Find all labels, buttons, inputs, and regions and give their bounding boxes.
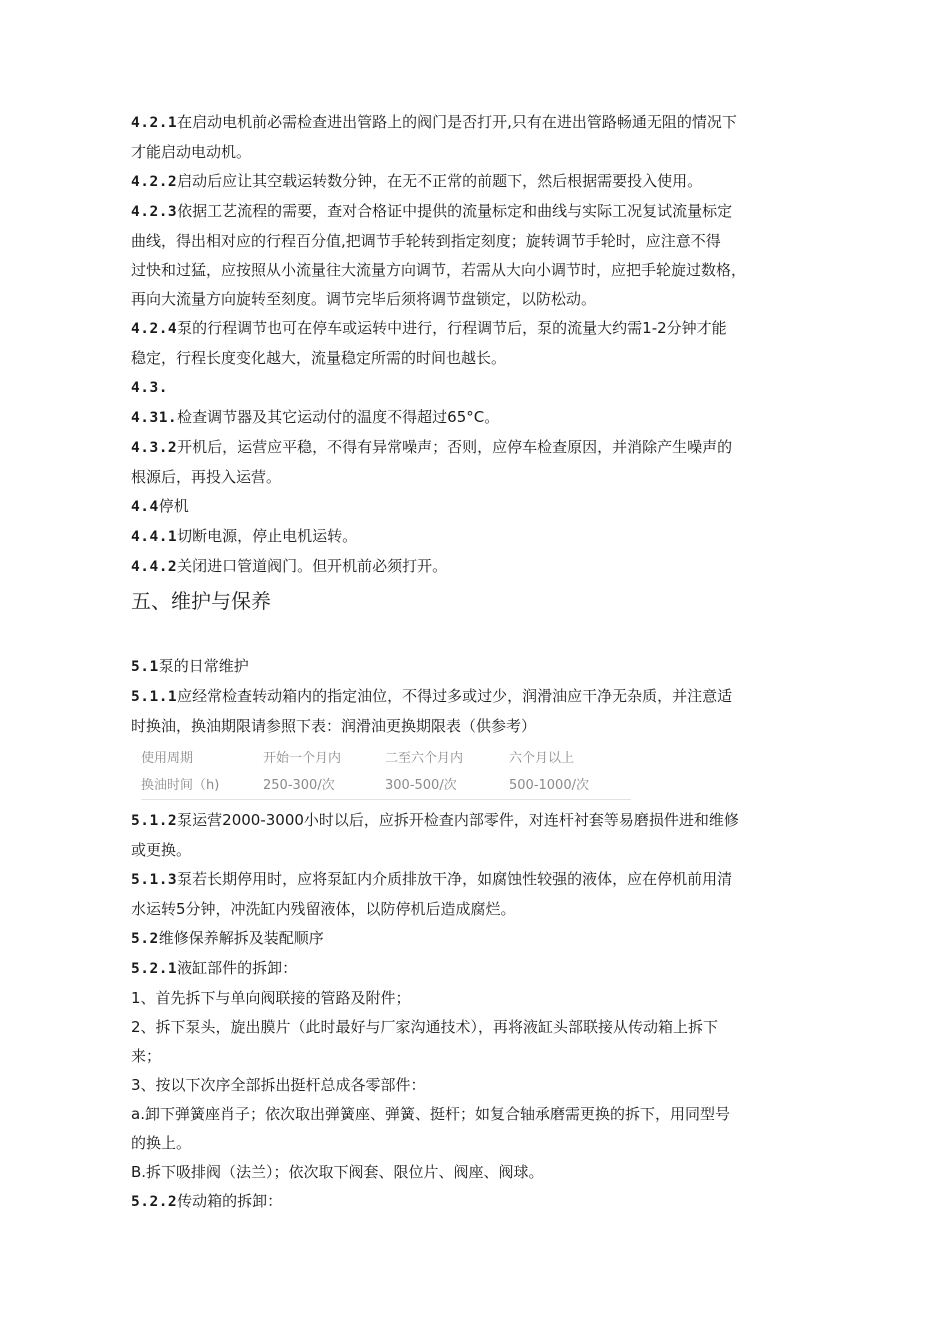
clause-number: 4.3. — [131, 380, 168, 396]
clause-number: 5.1 — [131, 659, 159, 675]
clause-number: 4.2.3 — [131, 204, 178, 220]
text-line — [131, 314, 831, 344]
table-cell: 二至六个月内 — [385, 751, 464, 766]
line-text: 1、首先拆下与单向阀联接的管路及附件； — [131, 989, 411, 1007]
line-text: B.拆下吸排阀（法兰）；依次取下阀套、限位片、阀座、阀球。 — [131, 1163, 544, 1181]
text-line — [131, 344, 831, 373]
text-line — [131, 433, 831, 463]
line-text: 或更换。 — [131, 841, 192, 859]
text-line — [131, 197, 831, 227]
line-text: 维修保养解拆及装配顺序 — [158, 929, 324, 947]
text-line — [131, 954, 831, 984]
text-line — [131, 167, 831, 197]
line-text: 泵若长期停用时，应将泵缸内介质排放干净，如腐蚀性较强的液体，应在停机前用清 — [177, 870, 733, 888]
line-text: 检查调节器及其它运动付的温度不得超过65°C。 — [177, 408, 500, 426]
text-line — [131, 682, 831, 712]
table-header-row — [141, 745, 631, 772]
line-text: 切断电源，停止电机运转。 — [177, 527, 358, 545]
line-text: 泵的日常维护 — [158, 657, 249, 675]
text-line — [131, 1129, 831, 1158]
text-line — [131, 463, 831, 492]
line-text: 开机后，运营应平稳，不得有异常噪声；否则，应停车检查原因，并消除产生噪声的 — [177, 438, 733, 456]
line-text: 3、按以下次序全部拆出挺杆总成各零部件： — [131, 1076, 426, 1094]
text-line — [131, 1042, 831, 1071]
line-text: 曲线，得出相对应的行程百分值,把调节手轮转到指定刻度；旋转调节手轮时，应注意不得 — [131, 232, 721, 250]
clause-number: 4.4 — [131, 499, 159, 515]
text-line — [131, 522, 831, 552]
line-text: 水运转5分钟，冲洗缸内残留液体，以防停机后造成腐烂。 — [131, 900, 516, 918]
section-5-1-text — [131, 652, 831, 741]
clause-number: 5.1.2 — [131, 813, 178, 829]
clause-number: 4.31. — [131, 410, 178, 426]
text-line — [131, 712, 831, 741]
text-line — [131, 552, 831, 582]
text-line — [131, 1158, 831, 1187]
text-line — [131, 285, 831, 314]
section-4-text — [131, 108, 831, 582]
text-line — [131, 652, 831, 682]
line-text: 的换上。 — [131, 1134, 192, 1152]
line-text: 时换油，换油期限请参照下表：润滑油更换期限表（供参考） — [131, 717, 537, 735]
text-line — [131, 865, 831, 895]
text-line — [131, 984, 831, 1013]
clause-number: 4.2.1 — [131, 115, 178, 131]
text-line — [131, 806, 831, 836]
table-cell: 250-300/次 — [263, 778, 335, 793]
line-text: 来； — [131, 1047, 162, 1065]
table-row — [141, 772, 631, 799]
table-cell: 300-500/次 — [385, 778, 457, 793]
line-text: 液缸部件的拆卸： — [177, 959, 298, 977]
clause-number: 4.2.4 — [131, 321, 178, 337]
text-line — [131, 227, 831, 256]
table-cell: 六个月以上 — [509, 751, 575, 766]
clause-number: 5.2 — [131, 931, 159, 947]
text-line — [131, 108, 831, 138]
clause-number: 5.2.2 — [131, 1194, 178, 1210]
line-text: 才能启动电动机。 — [131, 143, 252, 161]
line-text: 再向大流量方向旋转至刻度。调节完毕后须将调节盘锁定，以防松动。 — [131, 290, 597, 308]
line-text: 稳定，行程长度变化越大，流量稳定所需的时间也越长。 — [131, 349, 507, 367]
line-text: 在启动电机前必需检查进出管路上的阀门是否打开,只有在进出管路畅通无阻的情况下 — [177, 113, 737, 131]
text-line — [131, 138, 831, 167]
line-text: 过快和过猛，应按照从小流量往大流量方向调节，若需从大向小调节时，应把手轮旋过数格， — [131, 261, 747, 279]
table-cell: 500-1000/次 — [509, 778, 589, 793]
line-text: 依据工艺流程的需要，查对合格证中提供的流量标定和曲线与实际工况复试流量标定 — [177, 202, 733, 220]
line-text: 应经常检查转动箱内的指定油位，不得过多或过少，润滑油应干净无杂质，并注意适 — [177, 687, 733, 705]
clause-number: 5.2.1 — [131, 961, 178, 977]
line-text: 2、拆下泵头，旋出膜片（此时最好与厂家沟通技术），再将液缸头部联接从传动箱上拆下 — [131, 1018, 719, 1036]
clause-number: 4.4.1 — [131, 529, 178, 545]
text-line — [131, 1187, 831, 1217]
clause-number: 5.1.3 — [131, 872, 178, 888]
line-text: 传动箱的拆卸： — [177, 1192, 283, 1210]
text-line — [131, 924, 831, 954]
text-line — [131, 1013, 831, 1042]
line-text: 关闭进口管道阀门。但开机前必须打开。 — [177, 557, 448, 575]
line-text: 停机 — [158, 497, 189, 515]
line-text: a.卸下弹簧座肖子；依次取出弹簧座、弹簧、挺杆；如复合轴承磨需更换的拆下，用同型号 — [131, 1105, 730, 1123]
line-text: 启动后应让其空载运转数分钟，在无不正常的前题下，然后根据需要投入使用。 — [177, 172, 703, 190]
section-5-text — [131, 806, 831, 1217]
clause-number: 4.2.2 — [131, 174, 178, 190]
text-line — [131, 1100, 831, 1129]
line-text: 泵运营2000-3000小时以后，应拆开检查内部零件，对连杆衬套等易磨损件进和维修 — [177, 811, 739, 829]
text-line — [131, 256, 831, 285]
text-line — [131, 1071, 831, 1100]
clause-number: 5.1.1 — [131, 689, 178, 705]
line-text: 泵的行程调节也可在停车或运转中进行，行程调节后，泵的流量大约需1-2分钟才能 — [177, 319, 727, 337]
text-line — [131, 403, 831, 433]
text-line — [131, 836, 831, 865]
section-title: 五、维护与保养 — [131, 589, 271, 613]
table-cell: 开始一个月内 — [263, 751, 342, 766]
text-line — [131, 373, 831, 403]
table-cell: 换油时间（h) — [141, 778, 220, 793]
clause-number: 4.4.2 — [131, 559, 178, 575]
text-line — [131, 492, 831, 522]
oil-change-table — [141, 745, 631, 800]
document-page — [131, 108, 831, 1217]
clause-number: 4.3.2 — [131, 440, 178, 456]
line-text: 根源后，再投入运营。 — [131, 468, 282, 486]
table-cell: 使用周期 — [141, 751, 194, 766]
text-line — [131, 895, 831, 924]
